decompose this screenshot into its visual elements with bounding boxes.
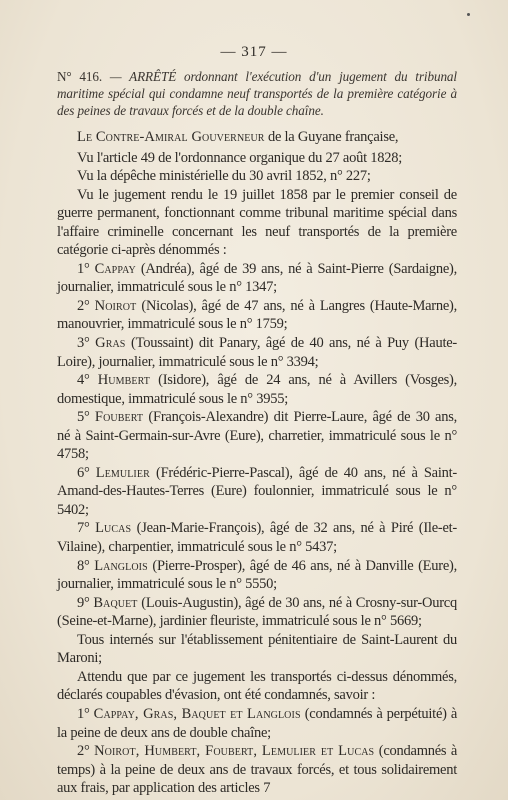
sentence-2 — [57, 742, 457, 798]
convict-name: Cappay — [94, 260, 136, 277]
governor-rest: de la Guyane française, — [264, 129, 399, 145]
convict-number: 9° — [77, 594, 90, 611]
convict-4 — [57, 371, 457, 408]
governor-line — [57, 128, 457, 147]
decree-number: N° 416. — [57, 69, 103, 84]
convict-details: (Jean-Marie-François), âgé de 32 ans, né à Piré (Ile-et-Vilaine), charpentier, immatriculé sous le n° 5437; — [57, 520, 457, 556]
sentence-1 — [57, 705, 457, 742]
convict-details: (Toussaint) dit Panary, âgé de 40 ans, né à Puy (Haute-Loire), journalier, immatriculé sous le n° 3394; — [57, 335, 458, 370]
visa-3: Vu le jugement rendu le 19 juillet 1858 par le premier conseil de guerre permanent, fonctionnant comme tribunal maritime spécial dans l'affaire criminelle concernant les neuf transportés de la première catégorie ci-après dénommés : — [57, 186, 457, 259]
convict-name: Humbert — [97, 372, 150, 389]
convict-number: 2° — [77, 297, 90, 314]
convict-name: Noirot — [94, 297, 137, 314]
convict-name: Foubert — [94, 409, 144, 426]
document-body — [57, 68, 457, 798]
convict-details: (Isidore), âgé de 24 ans, né à Avillers (Vosges), domestique, immatriculé sous le n° 3955; — [57, 372, 457, 407]
interned-clause: Tous internés sur l'établissement pénitentiaire de Saint-Laurent du Maroni; — [57, 631, 457, 667]
decree-title-text: — ARRÊTÉ ordonnant l'exécution d'un jugement du tribunal maritime spécial qui condamne neuf transportés de la première catégorie à des peines de travaux forcés et de la double chaîne. — [57, 69, 457, 118]
visa-1: Vu l'article 49 de l'ordonnance organique du 27 août 1828; — [77, 149, 403, 166]
convict-name: Baquet — [93, 594, 138, 611]
attendu-clause: Attendu que par ce jugement les transportés ci-dessus dénommés, déclarés coupables d'évasion, ont été condamnés, savoir : — [57, 668, 457, 704]
convict-name: Lucas — [95, 520, 132, 537]
ink-speck — [467, 13, 470, 16]
sentence-names: Cappay, Gras, Baquet et Langlois — [93, 705, 301, 722]
sentence-details: (condamnés à temps) à la peine de deux ans de travaux forcés, et tous solidairement aux frais, par application des articles 7 — [57, 743, 458, 797]
convict-9 — [57, 594, 457, 631]
convict-name: Lemulier — [95, 464, 150, 481]
sentence-number: 1° — [77, 705, 90, 722]
decree-title — [57, 68, 457, 119]
convict-number: 6° — [77, 464, 90, 481]
convict-details: (Frédéric-Pierre-Pascal), âgé de 40 ans, né à Saint-Amand-des-Hautes-Terres (Eure) foulonnier, immatriculé sous le n° 5402; — [57, 464, 457, 518]
convict-number: 3° — [77, 335, 90, 352]
convict-7 — [57, 519, 457, 556]
sentence-number: 2° — [77, 743, 90, 760]
convict-6 — [57, 464, 457, 520]
convict-name: Langlois — [94, 557, 148, 574]
convict-3 — [57, 334, 457, 371]
convict-details: (François-Alexandre) dit Pierre-Laure, âgé de 30 ans, né à Saint-Germain-sur-Avre (Eure), charretier, immatriculé sous le n° 4758; — [57, 409, 457, 463]
convict-1 — [57, 260, 457, 297]
convict-number: 1° — [77, 260, 90, 277]
convict-details: (Nicolas), âgé de 47 ans, né à Langres (Haute-Marne), manouvrier, immatriculé sous le n° 1759; — [57, 297, 458, 333]
sentence-details: (condamnés à perpétuité) à la peine de deux ans de double chaîne; — [57, 705, 458, 741]
convict-number: 8° — [77, 557, 90, 574]
sentence-names: Noirot, Humbert, Foubert, Lemulier et Lucas — [94, 743, 375, 760]
convict-details: (Andréa), âgé de 39 ans, né à Saint-Pierre (Sardaigne), journalier, immatriculé sous le n° 1347; — [57, 260, 458, 296]
governor-name: Le Contre-Amiral Gouverneur — [77, 129, 265, 145]
convict-number: 7° — [77, 520, 90, 537]
convict-number: 4° — [77, 372, 90, 389]
convict-2 — [57, 297, 457, 334]
convict-8 — [57, 557, 457, 594]
page-number: — 317 — — [220, 44, 288, 60]
convict-details: (Pierre-Prosper), âgé de 46 ans, né à Danville (Eure), journalier, immatriculé sous le n° 5550; — [57, 557, 457, 593]
convict-number: 5° — [77, 409, 90, 426]
convict-5 — [57, 408, 457, 464]
convict-details: (Louis-Augustin), âgé de 30 ans, né à Crosny-sur-Ourcq (Seine-et-Marne), jardinier fleuriste, immatriculé sous le n° 5669; — [57, 594, 457, 630]
visa-2: Vu la dépêche ministérielle du 30 avril 1852, n° 227; — [77, 168, 371, 185]
convict-name: Gras — [95, 335, 126, 352]
